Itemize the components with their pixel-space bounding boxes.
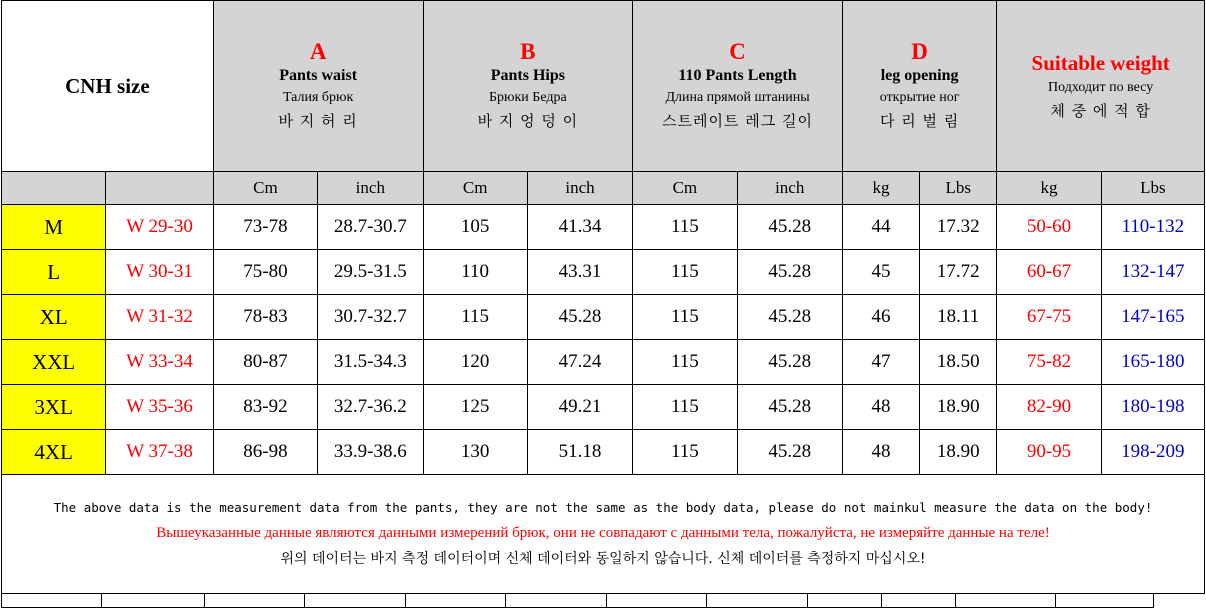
cell-hips-inch: 47.24 <box>527 340 632 385</box>
cell-weight-kg: 75-82 <box>997 340 1101 385</box>
cell-hips-inch: 51.18 <box>527 430 632 475</box>
unit-cell-weight-lbs: Lbs <box>1101 172 1204 205</box>
cell-w-size: W 35-36 <box>106 385 213 430</box>
column-label-en-c: 110 Pants Length <box>678 67 797 84</box>
strip-cell <box>606 594 706 608</box>
strip-cell <box>955 594 1055 608</box>
unit-cell-length-inch: inch <box>737 172 842 205</box>
column-letter-a: A <box>309 39 327 64</box>
strip-cell <box>304 594 405 608</box>
column-label-ru-a: Талия брюк <box>282 90 354 105</box>
strip-cell <box>706 594 807 608</box>
cell-weight-lbs: 180-198 <box>1101 385 1204 430</box>
cell-size: 3XL <box>2 385 106 430</box>
note-cell <box>2 475 1205 594</box>
cell-leg-kg: 46 <box>842 295 919 340</box>
unit-cell-blank-2 <box>106 172 213 205</box>
strip-cell <box>405 594 505 608</box>
unit-cell-leg-lbs: Lbs <box>920 172 997 205</box>
strip-cell <box>807 594 881 608</box>
cell-w-size: W 30-31 <box>106 250 213 295</box>
table-row <box>2 250 1205 295</box>
cell-size: XXL <box>2 340 106 385</box>
cell-weight-kg: 67-75 <box>997 295 1101 340</box>
column-letter-b: B <box>520 39 536 64</box>
cell-waist-cm: 73-78 <box>213 205 317 250</box>
unit-cell-leg-kg: kg <box>842 172 919 205</box>
header-cell-suitable-weight <box>997 1 1205 172</box>
column-label-ko-b: 바 지 엉 덩 이 <box>477 112 579 130</box>
cell-size: L <box>2 250 106 295</box>
strip-cell <box>1055 594 1154 608</box>
unit-cell-hips-inch: inch <box>527 172 632 205</box>
cell-length-inch: 45.28 <box>737 250 842 295</box>
cell-waist-cm: 86-98 <box>213 430 317 475</box>
cell-leg-kg: 48 <box>842 430 919 475</box>
strip-cell <box>1 594 101 608</box>
column-label-en-d: leg opening <box>880 67 959 84</box>
cell-weight-lbs: 198-209 <box>1101 430 1204 475</box>
cell-length-inch: 45.28 <box>737 295 842 340</box>
unit-cell-length-cm: Cm <box>633 172 737 205</box>
cell-w-size: W 33-34 <box>106 340 213 385</box>
table-row <box>2 385 1205 430</box>
note-row <box>2 475 1205 594</box>
cell-waist-cm: 78-83 <box>213 295 317 340</box>
cell-leg-kg: 45 <box>842 250 919 295</box>
cell-size: XL <box>2 295 106 340</box>
cell-waist-cm: 80-87 <box>213 340 317 385</box>
cell-waist-inch: 33.9-38.6 <box>318 430 423 475</box>
cell-hips-inch: 49.21 <box>527 385 632 430</box>
cell-leg-lbs: 18.90 <box>920 385 997 430</box>
cell-length-cm: 115 <box>633 205 737 250</box>
cell-weight-kg: 50-60 <box>997 205 1101 250</box>
cell-hips-cm: 115 <box>423 295 527 340</box>
table-row <box>2 340 1205 385</box>
cell-length-cm: 115 <box>633 250 737 295</box>
column-label-en-weight: Suitable weight <box>1031 51 1170 75</box>
cell-w-size: W 31-32 <box>106 295 213 340</box>
column-letter-c: C <box>729 39 746 64</box>
cell-leg-kg: 48 <box>842 385 919 430</box>
cell-waist-cm: 75-80 <box>213 250 317 295</box>
cell-length-inch: 45.28 <box>737 340 842 385</box>
unit-cell-waist-cm: Cm <box>213 172 317 205</box>
cell-length-inch: 45.28 <box>737 205 842 250</box>
note-text-ru: Вышеуказанные данные являются данными измерений брюк, они не совпадают с данными тела, пожалуйста, не измеряйте данные на теле! <box>156 525 1050 541</box>
cell-leg-lbs: 18.11 <box>920 295 997 340</box>
column-label-ko-weight: 체 중 에 적 합 <box>1050 102 1151 120</box>
cell-weight-lbs: 165-180 <box>1101 340 1204 385</box>
cell-leg-kg: 44 <box>842 205 919 250</box>
cell-w-size: W 29-30 <box>106 205 213 250</box>
cell-hips-inch: 45.28 <box>527 295 632 340</box>
cell-leg-lbs: 17.72 <box>920 250 997 295</box>
column-label-ru-d: открытие ног <box>879 90 960 105</box>
strip-cell <box>101 594 204 608</box>
cell-length-inch: 45.28 <box>737 430 842 475</box>
header-cell-pants-length <box>633 1 843 172</box>
column-label-ru-b: Брюки Бедра <box>488 90 567 105</box>
header-cell-cnh-size <box>2 1 214 172</box>
cell-weight-kg: 90-95 <box>997 430 1101 475</box>
cell-leg-lbs: 17.32 <box>920 205 997 250</box>
cell-length-inch: 45.28 <box>737 385 842 430</box>
cell-weight-kg: 60-67 <box>997 250 1101 295</box>
cell-weight-kg: 82-90 <box>997 385 1101 430</box>
cell-hips-inch: 43.31 <box>527 250 632 295</box>
cell-length-cm: 115 <box>633 340 737 385</box>
cell-leg-lbs: 18.50 <box>920 340 997 385</box>
cell-weight-lbs: 132-147 <box>1101 250 1204 295</box>
cell-length-cm: 115 <box>633 295 737 340</box>
units-row <box>2 172 1205 205</box>
column-letter-d: D <box>911 39 928 64</box>
unit-cell-weight-kg: kg <box>997 172 1101 205</box>
header-cell-pants-waist <box>213 1 423 172</box>
cell-w-size: W 37-38 <box>106 430 213 475</box>
column-label-ru-weight: Подходит по весу <box>1048 80 1154 95</box>
table-row <box>2 205 1205 250</box>
unit-cell-hips-cm: Cm <box>423 172 527 205</box>
cell-leg-kg: 47 <box>842 340 919 385</box>
cell-waist-inch: 31.5-34.3 <box>318 340 423 385</box>
cell-hips-cm: 105 <box>423 205 527 250</box>
table-row <box>2 430 1205 475</box>
cell-waist-inch: 32.7-36.2 <box>318 385 423 430</box>
cell-length-cm: 115 <box>633 430 737 475</box>
column-label-en-a: Pants waist <box>279 67 358 84</box>
cell-length-cm: 115 <box>633 385 737 430</box>
cell-weight-lbs: 110-132 <box>1101 205 1204 250</box>
unit-cell-waist-inch: inch <box>318 172 423 205</box>
unit-cell-blank-1 <box>2 172 106 205</box>
cell-waist-inch: 29.5-31.5 <box>318 250 423 295</box>
note-text-en: The above data is the measurement data from the pants, they are not the same as the body data, please do not mainkul measure the data on the body! <box>53 500 1153 515</box>
strip-cell <box>881 594 955 608</box>
column-label-ru-c: Длина прямой штанины <box>665 90 810 105</box>
cell-hips-inch: 41.34 <box>527 205 632 250</box>
cell-hips-cm: 110 <box>423 250 527 295</box>
note-text-ko: 위의 데이터는 바지 측정 데이터이며 신체 데이터와 동일하지 않습니다. 신체 데이터를 측정하지 마십시오! <box>280 551 926 567</box>
strip-cell <box>505 594 606 608</box>
header-row <box>2 1 1205 172</box>
table-row <box>2 295 1205 340</box>
cnh-size-title: CNH size <box>65 73 150 98</box>
cell-weight-lbs: 147-165 <box>1101 295 1204 340</box>
column-label-ko-c: 스트레이트 레그 길이 <box>662 112 814 130</box>
partial-row-strip <box>1 594 1205 608</box>
column-label-en-b: Pants Hips <box>490 67 565 84</box>
header-cell-pants-hips <box>423 1 633 172</box>
cell-hips-cm: 130 <box>423 430 527 475</box>
column-label-ko-a: 바 지 허 리 <box>278 112 358 130</box>
cell-hips-cm: 125 <box>423 385 527 430</box>
header-cell-leg-opening <box>842 1 996 172</box>
column-label-ko-d: 다 리 벌 림 <box>879 112 960 130</box>
cell-waist-inch: 28.7-30.7 <box>318 205 423 250</box>
cell-waist-cm: 83-92 <box>213 385 317 430</box>
cell-waist-inch: 30.7-32.7 <box>318 295 423 340</box>
cell-hips-cm: 120 <box>423 340 527 385</box>
strip-cell <box>204 594 304 608</box>
cell-size: M <box>2 205 106 250</box>
cell-size: 4XL <box>2 430 106 475</box>
cell-leg-lbs: 18.90 <box>920 430 997 475</box>
size-chart-table <box>1 0 1205 594</box>
